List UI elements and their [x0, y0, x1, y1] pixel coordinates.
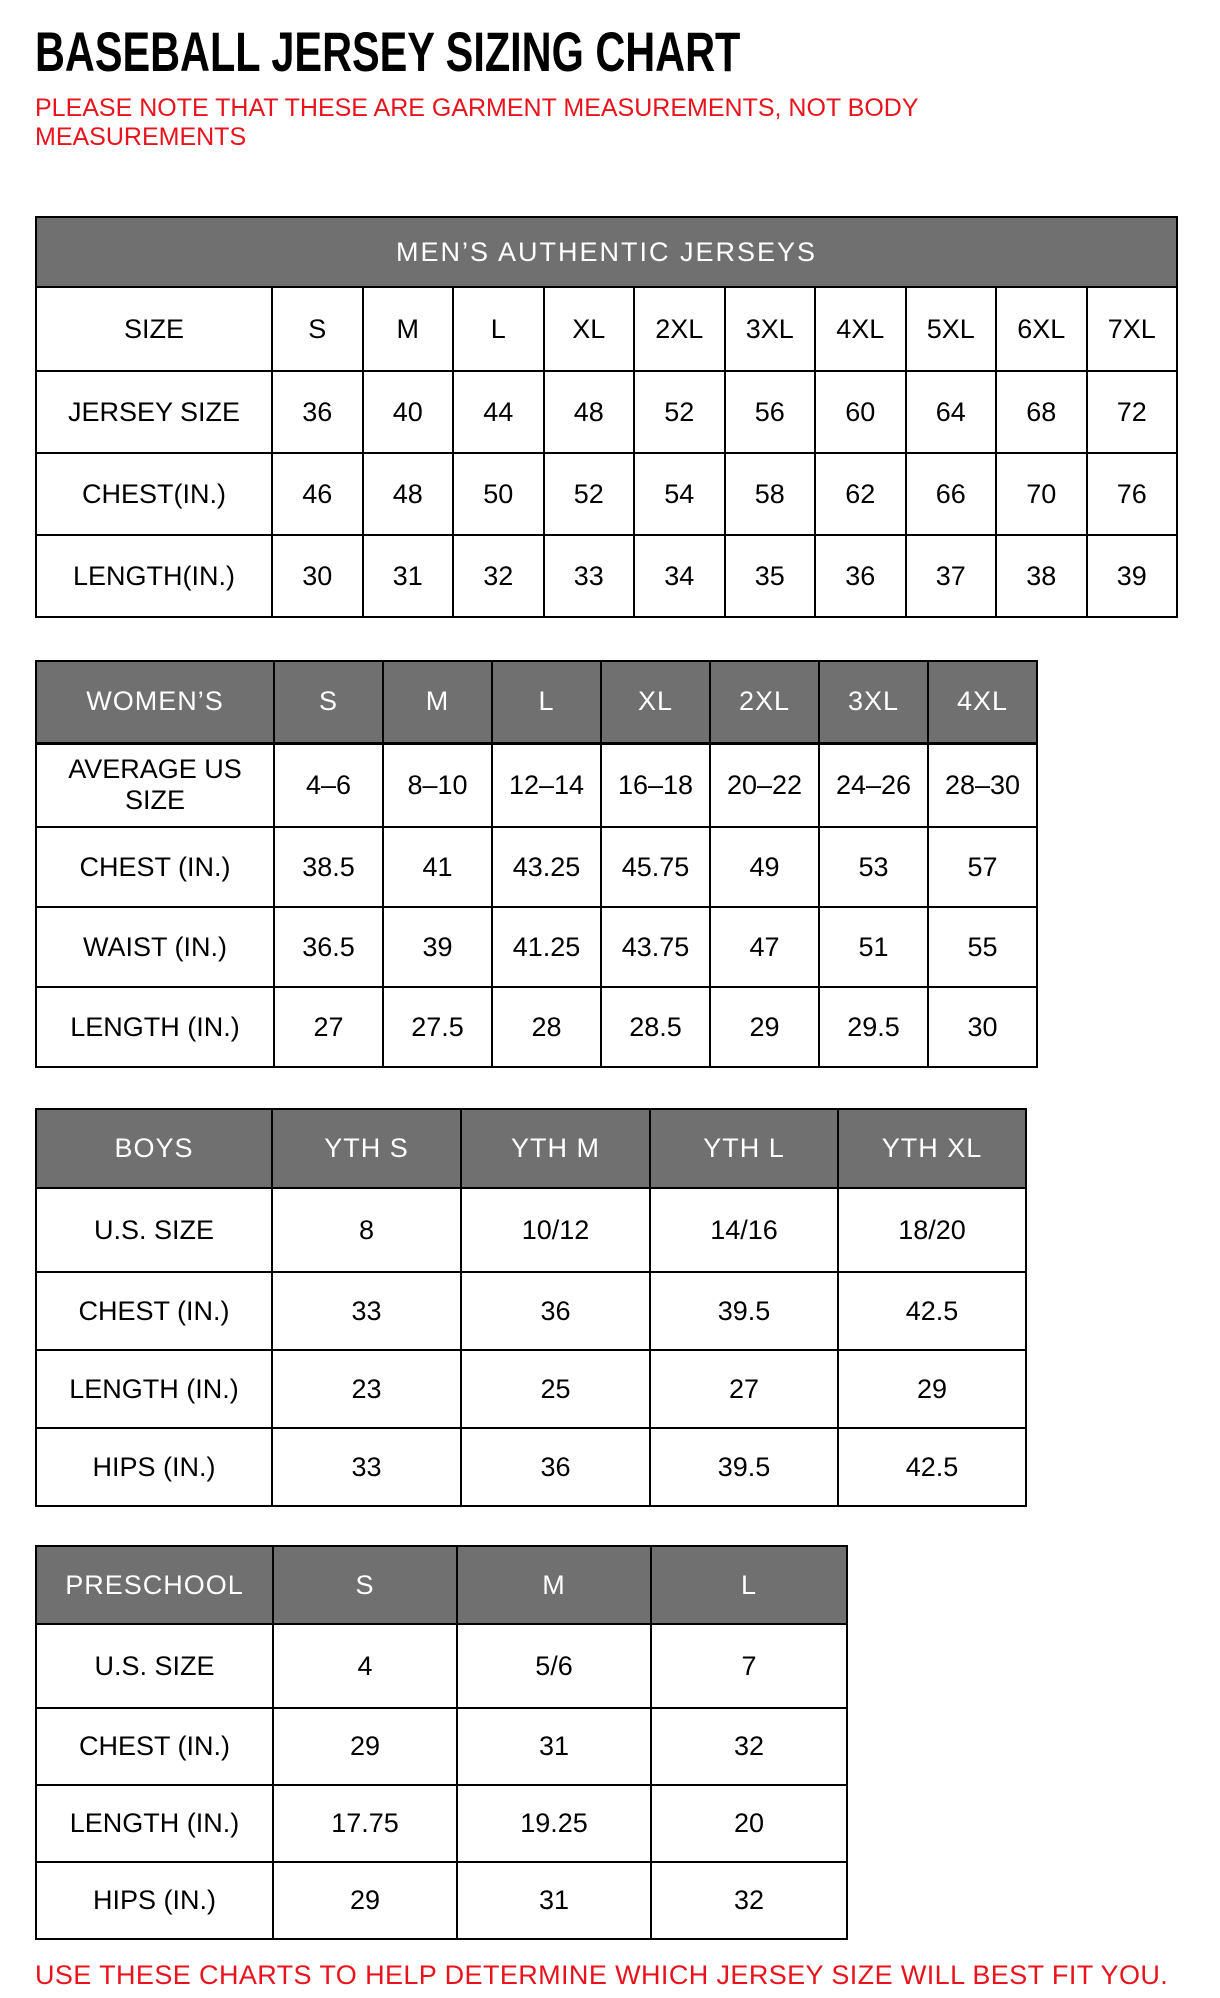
value-cell: 36 [461, 1272, 650, 1350]
value-cell: M [363, 287, 454, 371]
value-cell: 33 [544, 535, 635, 617]
value-cell: 39.5 [650, 1428, 838, 1506]
row-label: CHEST (IN.) [36, 827, 274, 907]
value-cell: 66 [906, 453, 997, 535]
value-cell: 31 [363, 535, 454, 617]
value-cell: 2XL [634, 287, 725, 371]
value-cell: 25 [461, 1350, 650, 1428]
boys-table [35, 1108, 1027, 1507]
value-cell: 8 [272, 1188, 461, 1272]
value-cell: 49 [710, 827, 819, 907]
value-cell: 24–26 [819, 743, 928, 827]
womens-header-row [36, 661, 1037, 743]
table-row [36, 287, 1177, 371]
value-cell: 16–18 [601, 743, 710, 827]
value-cell: 70 [996, 453, 1087, 535]
preschool-header-row [36, 1546, 847, 1624]
value-cell: 47 [710, 907, 819, 987]
value-cell: 52 [634, 371, 725, 453]
column-header: L [651, 1546, 847, 1624]
garment-measurements-note [35, 94, 1220, 152]
value-cell: 39 [383, 907, 492, 987]
column-header: L [492, 661, 601, 743]
value-cell: 23 [272, 1350, 461, 1428]
column-header: S [273, 1546, 457, 1624]
value-cell: 41.25 [492, 907, 601, 987]
row-label: LENGTH(IN.) [36, 535, 272, 617]
mens-table [35, 216, 1178, 618]
value-cell: 45.75 [601, 827, 710, 907]
value-cell: 38.5 [274, 827, 383, 907]
value-cell: 7XL [1087, 287, 1178, 371]
value-cell: 48 [544, 371, 635, 453]
boys-header-label: BOYS [36, 1109, 272, 1188]
row-label: WAIST (IN.) [36, 907, 274, 987]
value-cell: 60 [815, 371, 906, 453]
table-row [36, 907, 1037, 987]
column-header: YTH L [650, 1109, 838, 1188]
footer-note: USE THESE CHARTS TO HELP DETERMINE WHICH JERSEY SIZE WILL BEST FIT YOU. [35, 1960, 1169, 1990]
value-cell: 39 [1087, 535, 1178, 617]
sizing-chart-page [0, 20, 1220, 1991]
value-cell: 14/16 [650, 1188, 838, 1272]
boys-sizing-table [35, 1108, 1220, 1507]
value-cell: 72 [1087, 371, 1178, 453]
row-label: LENGTH (IN.) [36, 1350, 272, 1428]
value-cell: 17.75 [273, 1785, 457, 1862]
value-cell: 43.25 [492, 827, 601, 907]
value-cell: 29.5 [819, 987, 928, 1067]
row-label: LENGTH (IN.) [36, 1785, 273, 1862]
value-cell: 51 [819, 907, 928, 987]
value-cell: 52 [544, 453, 635, 535]
value-cell: 50 [453, 453, 544, 535]
mens-authentic-jerseys-table [35, 216, 1220, 618]
table-row [36, 453, 1177, 535]
note-line-1: PLEASE NOTE THAT THESE ARE GARMENT MEASUREMENTS, NOT BODY [35, 94, 919, 122]
value-cell: 39.5 [650, 1272, 838, 1350]
value-cell: 28–30 [928, 743, 1037, 827]
value-cell: 19.25 [457, 1785, 651, 1862]
value-cell: 62 [815, 453, 906, 535]
column-header: YTH XL [838, 1109, 1026, 1188]
value-cell: 4XL [815, 287, 906, 371]
column-header: 2XL [710, 661, 819, 743]
value-cell: 31 [457, 1862, 651, 1939]
value-cell: 27.5 [383, 987, 492, 1067]
value-cell: 20–22 [710, 743, 819, 827]
value-cell: 53 [819, 827, 928, 907]
womens-table [35, 660, 1038, 1068]
row-label: HIPS (IN.) [36, 1862, 273, 1939]
table-row [36, 1708, 847, 1785]
table-row [36, 1862, 847, 1939]
value-cell: 7 [651, 1624, 847, 1708]
value-cell: 33 [272, 1428, 461, 1506]
note-line-2: MEASUREMENTS [35, 123, 247, 151]
row-label: CHEST(IN.) [36, 453, 272, 535]
value-cell: 44 [453, 371, 544, 453]
table-row [36, 1785, 847, 1862]
row-label: LENGTH (IN.) [36, 987, 274, 1067]
value-cell: 57 [928, 827, 1037, 907]
row-label: JERSEY SIZE [36, 371, 272, 453]
value-cell: 3XL [725, 287, 816, 371]
table-row [36, 1428, 1026, 1506]
value-cell: 58 [725, 453, 816, 535]
row-label: AVERAGE US SIZE [36, 743, 274, 827]
row-label: U.S. SIZE [36, 1188, 272, 1272]
value-cell: 30 [272, 535, 363, 617]
row-label: HIPS (IN.) [36, 1428, 272, 1506]
value-cell: 5XL [906, 287, 997, 371]
value-cell: 12–14 [492, 743, 601, 827]
value-cell: 48 [363, 453, 454, 535]
column-header: M [383, 661, 492, 743]
value-cell: 4–6 [274, 743, 383, 827]
row-label: CHEST (IN.) [36, 1708, 273, 1785]
page-title: BASEBALL JERSEY SIZING CHART [35, 20, 741, 83]
table-row [36, 535, 1177, 617]
value-cell: 36 [461, 1428, 650, 1506]
column-header: M [457, 1546, 651, 1624]
column-header: YTH S [272, 1109, 461, 1188]
value-cell: 8–10 [383, 743, 492, 827]
value-cell: 43.75 [601, 907, 710, 987]
value-cell: 36.5 [274, 907, 383, 987]
value-cell: 18/20 [838, 1188, 1026, 1272]
preschool-sizing-table [35, 1545, 1220, 1940]
table-row [36, 1350, 1026, 1428]
value-cell: 29 [710, 987, 819, 1067]
value-cell: 5/6 [457, 1624, 651, 1708]
boys-header-row [36, 1109, 1026, 1188]
value-cell: 76 [1087, 453, 1178, 535]
value-cell: 42.5 [838, 1428, 1026, 1506]
value-cell: 29 [273, 1708, 457, 1785]
value-cell: 29 [838, 1350, 1026, 1428]
value-cell: 42.5 [838, 1272, 1026, 1350]
value-cell: 40 [363, 371, 454, 453]
table-row [36, 987, 1037, 1067]
value-cell: 64 [906, 371, 997, 453]
value-cell: S [272, 287, 363, 371]
womens-sizing-table [35, 660, 1220, 1068]
value-cell: 35 [725, 535, 816, 617]
value-cell: 27 [650, 1350, 838, 1428]
value-cell: 30 [928, 987, 1037, 1067]
value-cell: 54 [634, 453, 725, 535]
table-row [36, 1272, 1026, 1350]
value-cell: 32 [651, 1862, 847, 1939]
value-cell: 55 [928, 907, 1037, 987]
mens-banner-row [36, 217, 1177, 287]
womens-header-label: WOMEN’S [36, 661, 274, 743]
column-header: S [274, 661, 383, 743]
mens-banner: MEN’S AUTHENTIC JERSEYS [36, 217, 1177, 287]
value-cell: 28.5 [601, 987, 710, 1067]
value-cell: 33 [272, 1272, 461, 1350]
value-cell: 28 [492, 987, 601, 1067]
row-label: U.S. SIZE [36, 1624, 273, 1708]
preschool-table [35, 1545, 848, 1940]
table-row [36, 1624, 847, 1708]
value-cell: 34 [634, 535, 725, 617]
value-cell: L [453, 287, 544, 371]
table-row [36, 743, 1037, 827]
preschool-header-label: PRESCHOOL [36, 1546, 273, 1624]
row-label: SIZE [36, 287, 272, 371]
value-cell: 32 [651, 1708, 847, 1785]
value-cell: 20 [651, 1785, 847, 1862]
table-row [36, 827, 1037, 907]
value-cell: 68 [996, 371, 1087, 453]
column-header: 3XL [819, 661, 928, 743]
value-cell: 38 [996, 535, 1087, 617]
value-cell: XL [544, 287, 635, 371]
value-cell: 41 [383, 827, 492, 907]
value-cell: 32 [453, 535, 544, 617]
value-cell: 37 [906, 535, 997, 617]
column-header: XL [601, 661, 710, 743]
value-cell: 10/12 [461, 1188, 650, 1272]
value-cell: 36 [815, 535, 906, 617]
value-cell: 29 [273, 1862, 457, 1939]
column-header: 4XL [928, 661, 1037, 743]
value-cell: 4 [273, 1624, 457, 1708]
column-header: YTH M [461, 1109, 650, 1188]
value-cell: 56 [725, 371, 816, 453]
value-cell: 46 [272, 453, 363, 535]
value-cell: 6XL [996, 287, 1087, 371]
table-row [36, 1188, 1026, 1272]
value-cell: 31 [457, 1708, 651, 1785]
value-cell: 27 [274, 987, 383, 1067]
row-label: CHEST (IN.) [36, 1272, 272, 1350]
table-row [36, 371, 1177, 453]
value-cell: 36 [272, 371, 363, 453]
